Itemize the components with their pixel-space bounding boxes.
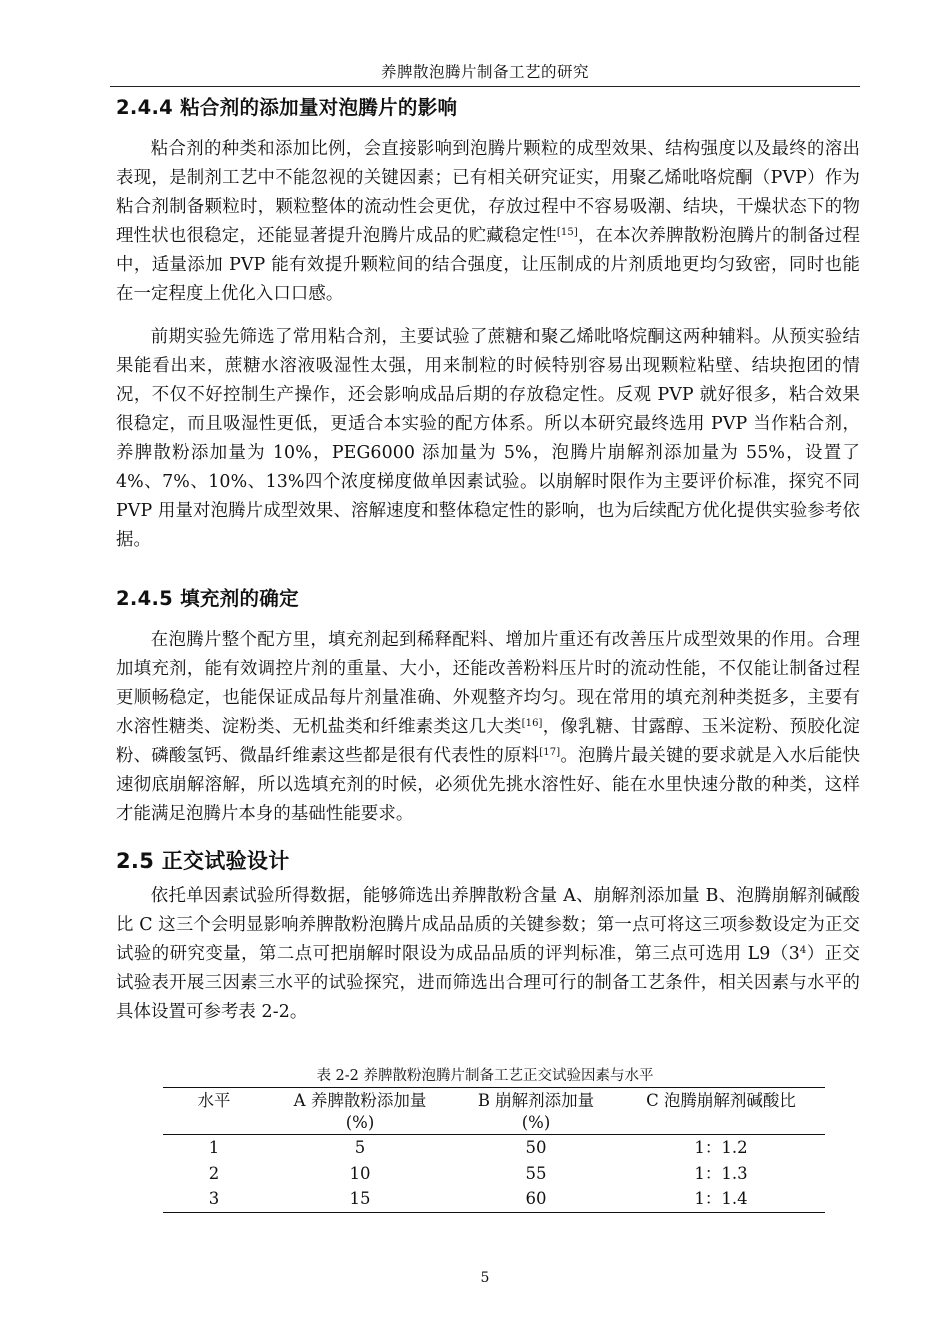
cell-a: 15 xyxy=(349,1189,371,1208)
cell-level: 3 xyxy=(208,1189,220,1208)
cell-c: 1：1.4 xyxy=(694,1189,748,1208)
cell-b: 50 xyxy=(525,1138,547,1157)
cell-a: 10 xyxy=(349,1163,371,1183)
header-factor-b-line1: B 崩解剂添加量 xyxy=(477,1091,595,1110)
paragraph-text: 在泡腾片整个配方里，填充剂起到稀释配料、增加片重还有改善压片成型效果的作用。合理加填充剂，能有效调控片剂的重量、大小，还能改善粉料压片时的流动性能，不仅能让制备过程更顺畅稳定，也能保证成品每片剂量准确、外观整齐均匀。现在常用的填充剂种类挺多，主要有水溶性糖类、淀粉类、无机盐类和纤维素类这几大类 xyxy=(116,630,860,737)
citation-17: [17] xyxy=(539,747,561,758)
paragraph-binder-intro xyxy=(116,135,860,309)
paragraph-text: 依托单因素试验所得数据，能够筛选出养脾散粉含量 A、崩解剂添加量 B、泡腾崩解剂碱酸比 C 这三个会明显影响养脾散粉泡腾片成品品质的关键参数；第一点可将这三项参数设定为正交试验的研究变量，第二点可把崩解时限设为成品品质的评判标准，第三点可选用 L9（3 xyxy=(116,886,860,964)
paragraph-text: 粘合剂的种类和添加比例，会直接影响到泡腾片颗粒的成型效果、结构强度以及最终的溶出表现，是制剂工艺中不能忽视的关键因素；已有相关研究证实，用聚乙烯吡咯烷酮（PVP）作为粘合剂制备颗粒时，颗粒整体的流动性会更优，存放过程中不容易吸潮、结块，干燥状态下的物理性状也很稳定，还能显著提升泡腾片成品的贮藏稳定性 xyxy=(116,139,860,246)
header-level: 水平 xyxy=(197,1091,231,1110)
citation-15: [15] xyxy=(556,227,578,238)
paragraph-text: ，像乳糖、甘露醇、玉米淀粉、预胶化淀粉、磷酸氢钙、微晶纤维素这些都是很有代表性的原料 xyxy=(116,717,860,766)
page-number: 5 xyxy=(480,1270,490,1286)
table-row xyxy=(163,1135,825,1161)
table-row xyxy=(163,1161,825,1187)
paragraph-text: 。泡腾片最关键的要求就是入水后能快速彻底崩解溶解，所以选填充剂的时候，必须优先挑水溶性好、能在水里快速分散的种类，这样才能满足泡腾片本身的基础性能要求。 xyxy=(116,746,861,824)
section-heading-2-4-4: 2.4.4 粘合剂的添加量对泡腾片的影响 xyxy=(116,96,458,119)
cell-b: 55 xyxy=(525,1163,547,1183)
table-header-row xyxy=(163,1088,825,1135)
paragraph-text: ）正交试验表开展三因素三水平的试验探究，进而筛选出合理可行的制备工艺条件，相关因素与水平的具体设置可参考表 2-2。 xyxy=(116,944,860,1022)
citation-16: [16] xyxy=(521,718,543,729)
running-header: 养脾散泡腾片制备工艺的研究 xyxy=(380,63,589,81)
cell-level: 2 xyxy=(208,1163,220,1183)
header-factor-a-line1: A 养脾散粉添加量 xyxy=(293,1091,427,1110)
header-factor-b xyxy=(455,1088,617,1135)
cell-c: 1：1.3 xyxy=(694,1163,748,1183)
header-rule xyxy=(110,86,860,87)
header-factor-b-unit: (%) xyxy=(521,1113,551,1132)
cell-b: 60 xyxy=(525,1189,547,1208)
header-factor-a-unit: (%) xyxy=(345,1113,375,1132)
factor-level-table xyxy=(163,1087,825,1213)
paragraph-filler xyxy=(116,626,860,829)
table-caption: 表 2-2 养脾散粉泡腾片制备工艺正交试验因素与水平 xyxy=(316,1068,654,1084)
paragraph-binder-experiment: 前期实验先筛选了常用粘合剂，主要试验了蔗糖和聚乙烯吡咯烷酮这两种辅料。从预实验结果能看出来，蔗糖水溶液吸湿性太强，用来制粒的时候特别容易出现颗粒粘壁、结块抱团的情况，不仅不好控制生产操作，还会影响成品后期的存放稳定性。反观 PVP 就好很多，粘合效果很稳定，而且吸湿性更低，更适合本实验的配方体系。所以本研究最终选用 PVP 当作粘合剂，养脾散粉添加量为 10%，PEG6000 添加量为 5%，泡腾片崩解剂添加量为 55%，设置了 4%、7%、10%、13%四个浓度梯度做单因素试验。以崩解时限作为主要评价标准，探究不同 PVP 用量对泡腾片成型效果、溶解速度和整体稳定性的影响，也为后续配方优化提供实验参考依据。 xyxy=(116,327,860,550)
header-factor-a xyxy=(265,1088,455,1135)
table-row xyxy=(163,1186,825,1212)
header-factor-c: C 泡腾崩解剂碱酸比 xyxy=(646,1091,796,1110)
paragraph-text: ，在本次养脾散粉泡腾片的制备过程中，适量添加 PVP 能有效提升颗粒间的结合强度，让压制成的片剂质地更均匀致密，同时也能在一定程度上优化入口口感。 xyxy=(116,226,860,304)
section-heading-2-4-5: 2.4.5 填充剂的确定 xyxy=(116,587,299,610)
section-heading-2-5: 2.5 正交试验设计 xyxy=(116,849,290,873)
cell-a: 5 xyxy=(354,1138,366,1157)
paragraph-orthogonal-design xyxy=(116,882,860,1027)
superscript-4: 4 xyxy=(799,945,807,956)
cell-level: 1 xyxy=(208,1138,220,1157)
cell-c: 1：1.2 xyxy=(694,1138,748,1157)
